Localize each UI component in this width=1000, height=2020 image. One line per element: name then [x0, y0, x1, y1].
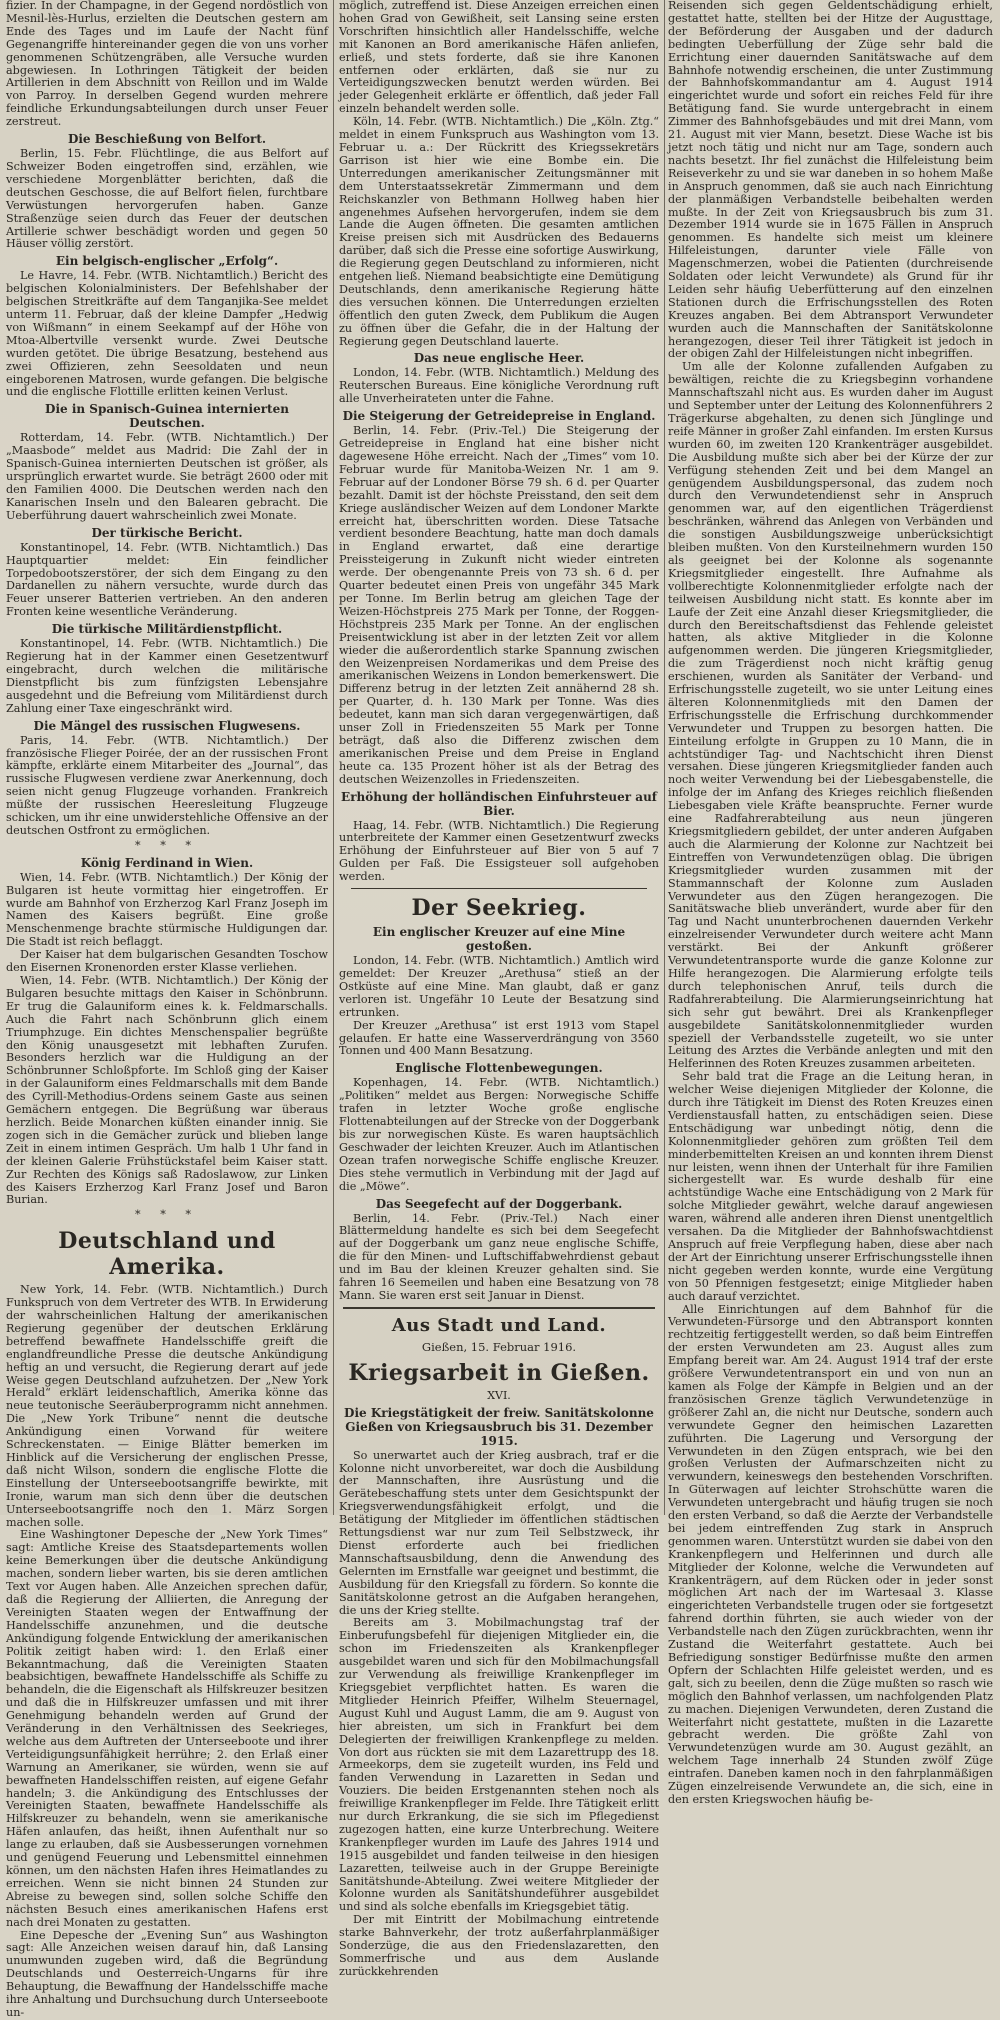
- article-paragraph: So unerwartet auch der Krieg ausbrach, traf er die Kolonne nicht unvorbereitet, war doch die Ausbildung der Mannschaften, ihre Ausrüstung und die Gerätebeschaffung stets unter dem Gesichtspunkt der Kriegsverwendungsfähigkeit erfolgt, und die Betätigung der Mitglieder im öffentlichen städtischen Rettungsdienst war nur zum Teil Selbstzweck, ihr Dienst erforderte auch bei friedlichen Mannschaftsausbildung, denn die Anwendung des Gelernten im Ernstfalle war geeignet und bestimmt, die Ausbildung für den Kriegsfall zu fördern. So konnte die Sanitätskolonne getrost an die Aufgaben herangehen, die uns der Krieg stellte.: [339, 1448, 659, 1617]
- headline-militaerdienst: Die türkische Militärdienstpflicht.: [51, 622, 283, 637]
- separator-stars: * * *: [135, 838, 199, 852]
- headline-flottenbewegungen: Englische Flottenbewegungen.: [395, 1061, 603, 1076]
- article-paragraph: möglich, zutreffend ist. Diese Anzeigen erreichen einen hohen Grad von Gewißheit, seit Lansing seine ersten Vorschriften hinsichtlich aller Handelsschiffe, welche mit Kanonen an Bord amerikanische Häfen anliefen, erließ, und stets forderte, daß sie ihre Kanonen entfernen oder erklärten, daß sie nur zu Verteidigungszwecken benutzt werden würden. Bei jeder Gelegenheit erklärte er öffentlich, daß jeder Fall einzeln behandelt werden solle.: [339, 0, 659, 116]
- article-paragraph: London, 14. Febr. (WTB. Nichtamtlich.) Meldung des Reuterschen Bureaus. Eine königliche Verordnung ruft alle Unverheirateten unter die Fahne.: [339, 366, 659, 406]
- article-paragraph: Wien, 14. Febr. (WTB. Nichtamtlich.) Der König der Bulgaren ist heute vormittag hier eingetroffen. Er wurde am Bahnhof von Erzherzog Karl Franz Joseph im Namen des Kaisers begrüßt. Eine große Menschenmenge brachte stürmische Huldigungen dar. Die Stadt ist reich beflaggt.: [6, 870, 328, 949]
- dateline: Gießen, 15. Februar 1916.: [421, 1339, 577, 1354]
- article-paragraph: Der mit Eintritt der Mobilmachung eintretende starke Bahnverkehr, der trotz außerfahrplanmäßiger Sonderzüge, die aus den Friedenslazaretten, den Sommerfrische und aus dem Auslande zurückkehrenden: [339, 1913, 659, 1978]
- article-paragraph: Konstantinopel, 14. Febr. (WTB. Nichtamtlich.) Das Hauptquartier meldet: Ein feindlicher Torpedobootszerstörer, der sich dem Eingang zu den Dardanellen zu nähern versuchte, wurde durch das Feuer unserer Batterien vertrieben. An den anderen Fronten keine wesentliche Veränderung.: [6, 540, 328, 619]
- column-right: [668, 0, 993, 1806]
- article-paragraph: Berlin, 14. Febr. (Priv.-Tel.) Die Steigerung der Getreidepreise in England hat eine bisher nicht dagewesene Höhe erreicht. Nach der „Times“ vom 10. Februar wurde für Manitoba-Weizen Nr. 1 am 9. Februar auf der Londoner Börse 79 sh. 6 d. per Quarter bezahlt. Damit ist der höchste Preisstand, den seit dem Kriege ausländischer Weizen auf dem Londoner Markte erreicht hat, überschritten worden. Diese Tatsache verdient besondere Beachtung, hatte man doch damals in England erwartet, daß eine derartige Preissteigerung in Zukunft nicht wieder eintreten werde. Der obengenannte Preis von 73 sh. 6 d. per Quarter bedeutet einen Preis von ungefähr 345 Mark per Tonne. Im Berlin betrug am gleichen Tage der Weizen-Höchstpreis 275 Mark per Tonne, der Roggen-Höchstpreis 235 Mark per Tonne. An der englischen Preisentwicklung ist aber in der letzten Zeit vor allem wieder die außerordentlich starke Spannung zwischen den Weizenpreisen Nordamerikas und dem Preise des amerikanischen Weizens in London bemerkenswert. Die Differenz betrug in der letzten Zeit annähernd 28 sh. per Quarter, d. h. 130 Mark per Tonne. Was dies bedeutet, kann man sich daran vergegenwärtigen, daß unser Zoll in Friedenszeiten 55 Mark per Tonne beträgt, daß also die Differenz zwischen dem amerikanischen Preise und dem Preise in England heute ca. 135 Prozent höher ist als der Betrag des deutschen Weizenzolles in Friedenszeiten.: [339, 424, 659, 786]
- section-title-stadt-land: Aus Stadt und Land.: [391, 1314, 607, 1336]
- article-paragraph: Konstantinopel, 14. Febr. (WTB. Nichtamtlich.) Die Regierung hat in der Kammer einen Gesetzentwurf eingebracht, durch welchen die militärische Dienstpflicht bis zum fünfzigsten Lebensjahre ausgedehnt und die Befreiung vom Militärdienst durch Zahlung einer Taxe eingeschränkt wird.: [6, 637, 328, 715]
- headline-sanitaetskolonne: Die Kriegstätigkeit der freiw. Sanitätskolonne Gießen von Kriegsausbruch bis 31. Dezember 1915.: [344, 1405, 654, 1448]
- divider: [343, 1307, 655, 1309]
- article-paragraph: fizier. In der Champagne, in der Gegend nordöstlich von Mesnil-lès-Hurlus, erzielten die Deutschen gestern am Ende des Tages und im Laufe der Nacht fünf Gegenangriffe hintereinander gegen die von uns vorher genommenen Schützengräben, alle Versuche wurden abgewiesen. In Lothringen Tätigkeit der beiden Artillerien in dem Abschnitt von Reillon und im Walde von Parroy. In derselben Gegend wurden mehrere feindliche Erkundungsabteilungen durch unser Feuer zerstreut.: [6, 0, 328, 129]
- part-number: XVI.: [487, 1388, 511, 1402]
- article-paragraph: Berlin, 15. Febr. Flüchtlinge, die aus Belfort auf Schweizer Boden eingetroffen sind, erzählen, wie verschiedene Morgenblätter berichten, daß die deutschen Geschosse, die auf Belfort fielen, furchtbare Verwüstungen hervorgerufen haben. Ganze Straßenzüge seien durch das Feuer der deutschen Artillerie schwer beschädigt worden und gegen 50 Häuser völlig zerstört.: [6, 147, 328, 251]
- article-paragraph: Sehr bald trat die Frage an die Leitung heran, in welcher Weise diejenigen Mitglieder der Kolonne, die durch ihre Tätigkeit im Dienst des Roten Kreuzes einen Verdienstausfall hatten, zu entschädigen seien. Diese Entschädigung war unbedingt nötig, denn die Kolonnenmitglieder gehören zum größten Teil dem minderbemittelten Kreisen an und konnten ihrem Dienst nur leisten, wenn ihnen der Unterhalt für ihre Familien sichergestellt war. Es wurde deshalb für eine achtstündige Wache eine Entschädigung von 2 Mark für solche Mitglieder gewährt, welche darauf angewiesen waren, während alle anderen ihren Dienst unentgeltlich versahen. Da die Mitglieder der Bahnhofswachtdienst Anspruch auf freie Verpflegung haben, diese aber nach der Art der Einrichtung unserer Erfrischungsstelle ihnen nicht gegeben werden konnte, wurde eine Vergütung von 50 Pfennigen festgesetzt; einige Mitglieder haben auch darauf verzichtet.: [668, 1070, 993, 1303]
- headline-guinea: Die in Spanisch-Guinea internierten Deutschen.: [45, 402, 289, 431]
- headline-belfort: Die Beschießung von Belfort.: [67, 132, 267, 147]
- article-paragraph: Kopenhagen, 14. Febr. (WTB. Nichtamtlich.) „Politiken“ meldet aus Bergen: Norwegische Schiffe trafen in letzter Woche große englische Flottenabteilungen auf der Strecke von der Doggerbank bis zur norwegischen Küste. Es waren hauptsächlich Geschwader der leichten Kreuzer. Auch im Atlantischen Ozean trafen norwegische Schiffe englische Kreuzer. Dies stehe vermutlich in Verbindung mit der Jagd auf die „Möwe“.: [339, 1076, 659, 1193]
- article-paragraph: Köln, 14. Febr. (WTB. Nichtamtlich.) Die „Köln. Ztg.“ meldet in einem Funkspruch aus Washington vom 13. Februar u. a.: Der Rückritt des Kriegssekretärs Garrison ist hier wie eine Bombe ein. Die Unterredungen amerikanischer Zeitungsmänner mit dem Unterstaatssekretär Zimmermann und dem Reichskanzler von Bethmann Hollweg haben hier angenehmes Aufsehen hervorgerufen, indem sie dem Lande die Augen öffneten. Die gesamten amtlichen Kreise preisen sich mit Ausdrücken des Bedauerns darüber, daß sich die Presse eine sofortige Auswirkung, die Regierung gegen Deutschland zu informieren, nicht entgehen ließ. Niemand beabsichtigte eine Demütigung Deutschlands, denn amerikanische Regierung hätte dies versuchen können. Die Unterredungen erzielten öffentlich den guten Zweck, dem Publikum die Augen zu öffnen über die Gefahr, die in der Haltung der Regierung gegen Deutschland lauerte.: [339, 115, 659, 348]
- divider: [351, 888, 647, 889]
- article-paragraph: Der Kaiser hat dem bulgarischen Gesandten Toschow den Eisernen Kronenorden erster Klasse verliehen.: [6, 948, 328, 975]
- article-paragraph: Eine Washingtoner Depesche der „New York Times“ sagt: Amtliche Kreise des Staatsdepartements wollen keine Bemerkungen über die deutsche Ankündigung machen, sondern lieber warten, bis sie deren amtlichen Text vor Augen haben. Alle Anzeichen sprechen dafür, daß die Regierung der Alliierten, die Anregung der Vereinigten Staaten wegen der Entwaffnung der Handelsschiffe anzunehmen, und die deutsche Ankündigung folgende Entwicklung der amerikanischen Politik zeitigt haben wird: 1. den Erlaß einer Bekanntmachung, daß die Vereinigten Staaten beabsichtigen, bewaffnete Handelsschiffe als Schiffe zu behandeln, die die Eigenschaft als Hilfskreuzer besitzen und daß die in Hilfskreuzer umfassen und mit ihrer Genehmigung behandeln werden auf Grund der Veränderung in den Verhältnissen des Seekrieges, welche aus dem Auftreten der Unterseeboote und ihrer Verteidigungsunfähigkeit herrühre; 2. den Erlaß einer Warnung an Amerikaner, sie würden, wenn sie auf bewaffneten Handelsschiffen reisten, auf eigene Gefahr handeln; 3. die Ankündigung des Entschlusses der Vereinigten Staaten, bewaffnete Handelsschiffe als Hilfskreuzer zu behandeln, wenn sie amerikanische Häfen anlaufen, das heißt, ihnen Aufenthalt nur so lange zu erlauben, daß sie Ausbesserungen vornehmen und genügend Feuerung und Lebensmittel einnehmen können, um den nächsten Hafen ihres Heimatlandes zu erreichen. Wenn sie nicht binnen 24 Stunden zur Abreise zu bewegen sind, sollen solche Schiffe den nächsten Besuch eines amerikanischen Hafens erst nach drei Monaten zu gestatten.: [6, 1528, 328, 1929]
- headline-englisches-heer: Das neue englische Heer.: [413, 351, 585, 366]
- headline-flugwesen: Die Mängel des russischen Flugwesens.: [33, 718, 301, 733]
- column-left: [6, 0, 328, 2019]
- article-paragraph: Wien, 14. Febr. (WTB. Nichtamtlich.) Der König der Bulgaren besuchte mittags den Kaiser in Schönbrunn. Er trug die Galauniform eines k. k. Feldmarschalls. Auch die Fahrt nach Schönbrunn glich einem Triumphzuge. Ein dichtes Menschenspalier begrüßte den König unausgesetzt mit lebhaften Zurufen. Besonders herzlich war die Huldigung an der Schönbrunner Schloßpforte. Im Schloß ging der Kaiser in der Galauniform eines Feldmarschalls mit dem Bande des Cyrill-Methodius-Ordens seinem Gaste aus seinen Gemächern entgegen. Die Begrüßung war überaus herzlich. Beide Monarchen küßten einander innig. Sie zogen sich in die Gemächer zurück und blieben lange Zeit in einem intimen Gespräch. Um halb 1 Uhr fand in der kleinen Galerie Frühstückstafel beim Kaiser statt. Zur Rechten des Königs saß Radoslawow, zur Linken des Kaisers Erzherzog Karl Franz Josef und Baron Burian.: [6, 974, 328, 1207]
- article-paragraph: London, 14. Febr. (WTB. Nichtamtlich.) Amtlich wird gemeldet: Der Kreuzer „Arethusa“ stieß an der Ostküste auf eine Mine. Man glaubt, daß er ganz verloren ist. Ungefähr 10 Leute der Besatzung sind ertrunken.: [339, 954, 659, 1019]
- section-title-kriegsarbeit: Kriegsarbeit in Gießen.: [348, 1359, 650, 1386]
- article-paragraph: Um alle der Kolonne zufallenden Aufgaben zu bewältigen, reichte die zu Kriegsbeginn vorhandene Mannschaftszahl nicht aus. Es wurden daher im August und September unter der Leitung des Kolonnenführers 2 Trägerkurse abgehalten, zu denen sich Jünglinge und reife Männer in großer Zahl einfanden. Im ersten Kursus wurden 60, im zweiten 120 Krankenträger ausgebildet. Die Ausbildung mußte sich aber bei der Kürze der zur Verfügung stehenden Zeit und bei dem Mangel an genügendem Ausbildungspersonal, das zudem noch durch den Verwundetendienst sehr in Anspruch genommen war, auf den eigentlichen Trägerdienst beschränken, während das Anlegen von Verbänden und die sonstigen Ausbildungszweige unberücksichtigt bleiben mußten. Von den Kursteilnehmern wurden 150 als geeignet bei der Kolonne als sogenannte Kriegsmitglieder eingestellt. Ihre Aufnahme als vollberechtigte Kolonnenmitglieder erfolgte nach der teilweisen Ausbildung nicht statt. Es konnte aber im Laufe der Zeit eine Anzahl dieser Kriegsmitglieder, die durch den Bereitschaftsdienst das Fehlende geleistet hatten, als aktive Mitglieder in die Kolonne aufgenommen werden. Die jüngeren Kriegsmitglieder, die zum Trägerdienst noch nicht kräftig genug erschienen, wurden als Sanitäter der Verband- und Erfrischungsstelle zugeteilt, wo sie unter Leitung eines älteren Kolonnenmitglieds mit den Damen der Erfrischungsstelle die Erfrischung durchkommender Verwundeter und Truppen zu besorgen hatten. Die Einteilung erfolgte in Gruppen zu 10 Mann, die in achtstündiger Tag- und Nachtschicht ihren Dienst versahen. Diese jüngeren Kriegsmitglieder fanden auch noch weiter Verwendung bei der Liebesgabenstelle, die infolge der im Anfang des Krieges reichlich fließenden Liebesgaben viele Kräfte beanspruchte. Ferner wurde eine Radfahrerabteilung aus neun jüngeren Kriegsmitgliedern gebildet, der unter anderen Aufgaben auch die Alarmierung der Kolonne zur Nachtzeit bei Eintreffen von Verwundetenzügen oblag. Die übrigen Kriegsmitglieder wurden zusammen mit der Stammannschaft der Kolonne zum Ausladen Verwundeter aus den Zügen herangezogen. Die Sanitätswache blieb unverändert, wurde aber für den Tag und Nacht ununterbrochenen dauernden Verkehr einzelreisender Verwundeter durch weitere acht Mann verstärkt. Bei der Ankunft größerer Verwundetentransporte wurde die ganze Kolonne zur Hilfe herangezogen. Die Alarmierung erfolgte teils durch telephonischen Anruf, teils durch die Radfahrerabteilung. Die Alarmierungseinrichtung hat sich sehr gut bewährt. Drei als Krankenpfleger ausgebildete Sanitätskolonnenmitglieder wurden speziell der Verbandsstelle zugeteilt, wo sie unter Leitung des Arztes die Verbände anlegten und mit den Helferinnen des Roten Kreuzes zusammen arbeiteten.: [668, 360, 993, 1071]
- headline-doggerbank: Das Seegefecht auf der Doggerbank.: [375, 1196, 623, 1211]
- headline-tuerkischer-bericht: Der türkische Bericht.: [91, 525, 243, 540]
- section-title-amerika: Deutschland und Amerika.: [58, 1228, 276, 1281]
- article-paragraph: Berlin, 14. Febr. (Priv.-Tel.) Nach einer Blättermeldung handelte es sich bei dem Seegefecht auf der Doggerbank um ganz neue englische Schiffe, die für den Minen- und Luftschiffabwehrdienst gebaut und im Bau der kleinen Kreuzer gehalten sind. Sie fahren 16 Seemeilen und haben eine Besatzung von 78 Mann. Sie waren erst seit Januar in Dienst.: [339, 1211, 659, 1302]
- headline-getreidepreise: Die Steigerung der Getreidepreise in England.: [342, 409, 656, 424]
- article-paragraph: Paris, 14. Febr. (WTB. Nichtamtlich.) Der französische Flieger Poirée, der an der russischen Front kämpfte, erklärte einem Mitarbeiter des „Journal“, das russische Flugwesen verdiene zwar Anerkennung, doch seien nicht genug Flugzeuge vorhanden. Frankreich müßte der russischen Heeresleitung Flugzeuge schicken, um ihr eine unwiderstehliche Offensive an der deutschen Ostfront zu ermöglichen.: [6, 733, 328, 837]
- headline-koenig-ferdinand: König Ferdinand in Wien.: [80, 855, 254, 870]
- article-paragraph: Alle Einrichtungen auf dem Bahnhof für die Verwundeten-Fürsorge und den Abtransport konnten rechtzeitig fertiggestellt werden, so daß beim Eintreffen der ersten Verwundeten am 23. August alles zum Empfang bereit war. Am 24. August 1914 traf der erste größere Verwundetentransport ein und von nun an kamen als Folge der Kämpfe in Belgien und an der französischen Grenze täglich Verwundetenzüge in größerer Zahl an, die nicht nur Deutsche, sondern auch verwundete Gegner den heimischen Lazaretten zuführten. Die Lagerung und Versorgung der Verwundeten in den Zügen entsprach, wie bei den großen Verlusten der Aufmarschzeiten nicht zu verwundern, keineswegs den bestehenden Vorschriften. In Güterwagen auf leichter Strohschütte waren die Verwundeten untergebracht und häufig trugen sie noch den ersten Verband, so daß die Aerzte der Verbandstelle bei jedem eintreffenden Zug stark in Anspruch genommen waren. Unterstützt wurden sie dabei von den Krankenpflegern und Helferinnen und durch alle Mitglieder der Kolonne, welche die Verwundeten auf Krankenträgern, auf dem Rücken oder in jeder sonst möglichen Art nach der im Wartesaal 3. Klasse eingerichteten Verbandstelle trugen oder sie fortgesetzt fahrend dorthin führten, sie auch wieder von der Verbandstelle nach den Zügen zurückbrachten, wenn ihr Zustand die Weiterfahrt gestattete. Auch bei Befriedigung sonstiger Bedürfnisse mußte den armen Opfern der Schlachten Hilfe geleistet werden, und es galt, sich zu beeilen, denn die Züge mußten so rasch wie möglich den Bahnhof verlassen, um nachfolgenden Platz zu machen. Diejenigen Verwundeten, deren Zustand die Weiterfahrt nicht gestattete, mußten in die Lazarette gebracht werden. Die größte Zahl von Verwundetenzügen wurde am 30. August gezählt, an welchem Tage innerhalb 24 Stunden zwölf Züge eintrafen. Daneben kamen noch in den fahrplanmäßigen Zügen einzelreisende Verwundete an, die sich, eine in den ersten Kriegswochen häufig be-: [668, 1302, 993, 1806]
- article-paragraph: Der Kreuzer „Arethusa“ ist erst 1913 vom Stapel gelaufen. Er hatte eine Wasserverdrängung von 3560 Tonnen und 400 Mann Besatzung.: [339, 1018, 659, 1058]
- headline-kreuzer-mine: Ein englischer Kreuzer auf eine Mine gestoßen.: [372, 925, 626, 954]
- article-paragraph: Bereits am 3. Mobilmachungstag traf der Einberufungsbefehl für diejenigen Mitglieder ein, die schon im Friedenszeiten als Krankenpfleger ausgebildet waren und sich für den Mobilmachungsfall zur Verwendung als freiwillige Krankenpfleger im Kriegsgebiet verpflichtet hatten. Es waren die Mitglieder Heinrich Pfeiffer, Wilhelm Steuernagel, August Kuhl und August Lamm, die am 9. August von hier abreisten, um sich in Frankfurt bei dem Delegierten der freiwilligen Krankenpflege zu melden. Von dort aus rückten sie mit dem Lazarettrupp des 18. Armeekorps, dem sie zugeteilt wurden, ins Feld und fanden Verwendung in Lazaretten in Sedan und Vouziers. Die beiden Erstgenannten stehen noch als freiwillige Krankenpfleger im Felde. Ihre Tätigkeit erlitt nur durch Erkrankung, die sie sich im Pflegedienst zugezogen hatten, eine kurze Unterbrechung. Weitere Krankenpfleger wurden im Laufe des Jahres 1914 und 1915 ausgebildet und fanden teilweise in den hiesigen Lazaretten, teilweise auch in der Gruppe Bereinigte Sanitätshunde-Abteilung. Zwei weitere Mitglieder der Kolonne wurden als Sanitätshundeführer ausgebildet und sind als solche ebenfalls im Kriegsgebiet tätig.: [339, 1616, 659, 1914]
- column-rule: [664, 0, 665, 1515]
- section-title-seekrieg: Der Seekrieg.: [411, 895, 587, 922]
- separator-stars: * * *: [135, 1208, 199, 1222]
- article-paragraph: Le Havre, 14. Febr. (WTB. Nichtamtlich.) Bericht des belgischen Kolonialministers. Der Befehlshaber der belgischen Streitkräfte auf dem Tanganjika-See meldet unterm 11. Februar, daß der kleine Dampfer „Hedwig von Wißmann“ in einem Seekampf auf der Höhe von Mtoa-Albertville versenkt wurde. Zwei Deutsche wurden getötet. Die übrige Besatzung, bestehend aus zwei Offizieren, zehn Seesoldaten und neun eingeborenen Matrosen, wurde gefangen. Die belgische und die englische Flottille erlitten keinen Verlust.: [6, 269, 328, 399]
- column-middle: [339, 0, 659, 1978]
- column-rule: [333, 0, 334, 1515]
- headline-einfuhrsteuer: Erhöhung der holländischen Einfuhrsteuer auf Bier.: [341, 789, 657, 818]
- article-paragraph: New York, 14. Febr. (WTB. Nichtamtlich.) Durch Funkspruch von dem Vertreter des WTB. In Erwiderung der wahrscheinlichen Haltung der amerikanischen Regierung gegenüber der deutschen Erklärung betreffend bewaffnete Handelsschiffe greift die englandfreundliche Presse die deutsche Ankündigung heftig an und versucht, die Regierung derart auf jede Weise gegen Deutschland aufzuhetzen. Der „New York Herald“ erklärt leidenschaftlich, Amerika könne das neue teutonische Seeräuberprogramm nicht annehmen. Die „New York Tribune“ nennt die deutsche Ankündigung einen Vorwand für weitere Schreckenstaten. — Einige Blätter bemerken im Hinblick auf die Versicherung der englischen Presse, daß nicht Wilson, sondern die englische Flotte die Einstellung der Unterseebootsangriffe bewirkte, mit Ironie, warum man sich denn über die deutschen Unterseebootsangriffe noch den 1. März Sorgen machen solle.: [6, 1283, 328, 1529]
- article-paragraph: Eine Depesche der „Evening Sun“ aus Washington sagt: Alle Anzeichen weisen darauf hin, daß Lansing unumwunden zugeben wird, daß die Begründung Deutschlands und Oesterreich-Ungarns für ihre Behauptung, die Bewaffnung der Handelsschiffe mache ihre Anhaltung und Durchsuchung durch Unterseeboote un-: [6, 1928, 328, 2019]
- article-paragraph: Haag, 14. Febr. (WTB. Nichtamtlich.) Die Regierung unterbreitete der Kammer einen Gesetzentwurf zwecks Erhöhung der Einfuhrsteuer auf Bier von 5 auf 7 Gulden per Faß. Die Essigsteuer soll aufgehoben werden.: [339, 818, 659, 884]
- article-paragraph: Reisenden sich gegen Geldentschädigung erhielt, gestattet hatte, stellten bei der Hitze der Augusttage, der Beförderung der Ausgaben und der dadurch bedingten Ueberfüllung der Züge sehr bald die Errichtung einer dauernden Sanitätswache auf dem Bahnhofe notwendig erscheinen, die unter Zustimmung der Bahnhofskommandantur am 4. August 1914 eingerichtet wurde und sofort ein reiches Feld für ihre Betätigung fand. Sie wurde untergebracht in einem Zimmer des Bahnhofsgebäudes und mit drei Mann, vom 21. August mit vier Mann, besetzt. Diese Wache ist bis jetzt noch tätig und nicht nur am Tage, sondern auch nachts besetzt. Ihr fiel zunächst die Hilfeleistung beim Reiseverkehr zu und sie war daneben in so hohem Maße in Anspruch genommen, daß sie auch nach Einrichtung der planmäßigen Verbandstelle beibehalten werden mußte. In der Zeit von Kriegsausbruch bis zum 31. Dezember 1914 wurde sie in 1675 Fällen in Anspruch genommen. Es handelte sich meist um kleinere Hilfeleistungen, darunter viele Fälle von Magenschmerzen, wobei die Patienten (durchreisende Soldaten oder leicht Verwundete) als Grund für ihr Leiden sehr häufig Ueberfütterung auf den einzelnen Stationen durch die Erfrischungsstellen des Roten Kreuzes angaben. Bei dem Abtransport Verwundeter wurden auch die Mannschaften der Sanitätskolonne herangezogen, dieser Teil ihrer Tätigkeit ist jedoch in der obigen Zahl der Hilfeleistungen nicht inbegriffen.: [668, 0, 993, 361]
- headline-erfolg: Ein belgisch-englischer „Erfolg“.: [55, 254, 279, 269]
- article-paragraph: Rotterdam, 14. Febr. (WTB. Nichtamtlich.) Der „Maasbode“ meldet aus Madrid: Die Zahl der in Spanisch-Guinea internierten Deutschen ist größer, als ursprünglich erwartet wurde. Sie beträgt 2600 oder mit den Familien 4000. Die Deutschen werden nach den Kanarischen Inseln und den Balearen gebracht. Die Ueberführung dauert wahrscheinlich zwei Monate.: [6, 431, 328, 522]
